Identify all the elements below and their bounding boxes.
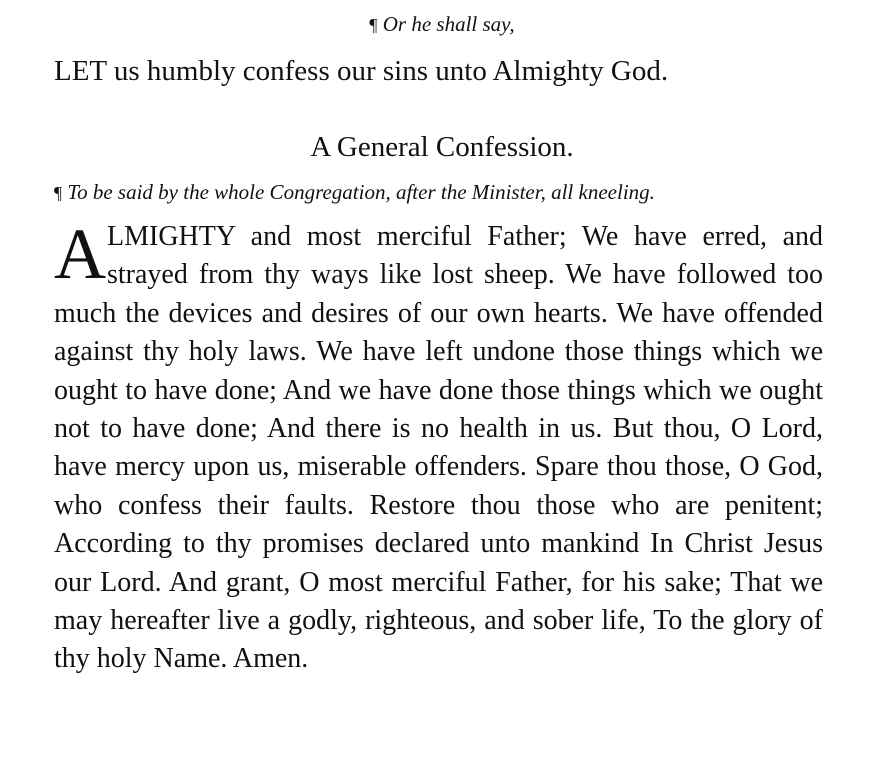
rubric-text: Or he shall say,: [382, 12, 515, 36]
section-title: A General Confession.: [310, 131, 574, 163]
pilcrow-mark: ¶: [369, 15, 378, 35]
rubric-or-he-shall-say: [0, 10, 884, 39]
rubric-congregation-kneeling: [54, 178, 655, 207]
bidding-sentence: LET us humbly confess our sins unto Almighty God.: [54, 55, 669, 87]
rubric-text: To be said by the whole Congregation, after the Minister, all kneeling.: [67, 180, 655, 204]
drop-cap: A: [54, 214, 106, 294]
prayer-body: LMIGHTY and most merciful Father; We have erred, and strayed from thy ways like lost sheep. We have followed too much the devices and desires of our own hearts. We have offended against thy holy laws. We have left undone those things which we ought to have done; And we have done those things which we ought not to have done; And there is no health in us. But thou, O Lord, have mercy upon us, miserable offenders. Spare thou those, O God, who confess their faults. Restore thou those who are penitent; According to thy promises declared unto mankind In Christ Jesus our Lord. And grant, O most merciful Father, for his sake; That we may hereafter live a godly, righteous, and sober life, To the glory of thy holy Name. Amen.: [54, 221, 823, 675]
confession-prayer: [54, 214, 823, 679]
pilcrow-mark: ¶: [54, 183, 63, 203]
